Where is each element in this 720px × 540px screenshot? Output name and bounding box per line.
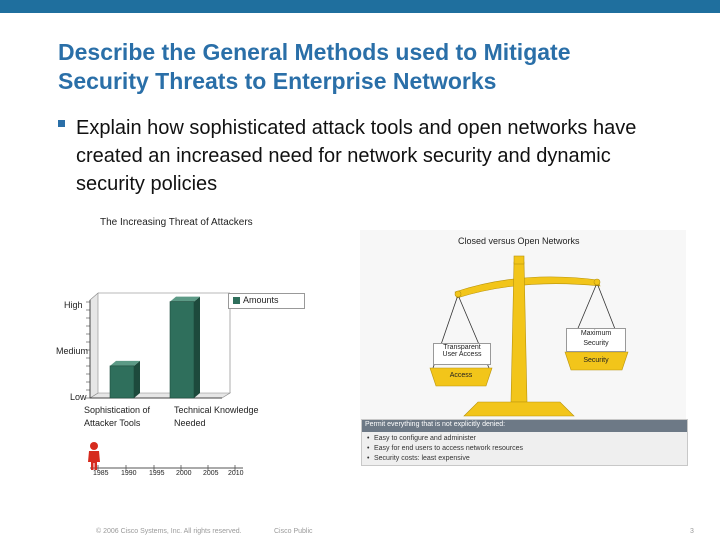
security-pan-label: Security <box>583 357 609 364</box>
policy-list-item: • Easy for end users to access network resources <box>374 445 523 452</box>
balance-scale-illustration <box>360 230 686 420</box>
year-label: 2000 <box>176 470 192 477</box>
xcat-attacker-tools: Sophistication of Attacker Tools <box>84 405 151 428</box>
bar-side <box>194 297 200 398</box>
policy-list-item: • Security costs: least expensive <box>374 455 470 462</box>
year-label: 1985 <box>93 470 109 477</box>
ytick-medium: Medium <box>56 346 89 356</box>
title-line-2: Security Threats to Enterprise Networks <box>58 68 497 94</box>
bar-attacker-tools <box>110 366 134 398</box>
access-pan-label: Access <box>449 372 473 379</box>
footer-page-number: 3 <box>690 528 694 535</box>
ytick-high: High <box>64 300 83 310</box>
legend-label: Amounts <box>243 295 279 305</box>
policy-list-heading: Permit everything that is not explicitly denied: <box>362 420 687 432</box>
timeline <box>88 442 243 471</box>
footer-classification: Cisco Public <box>274 528 313 535</box>
maximum-security-box: Maximum Security <box>566 328 626 352</box>
y-axis-ticks <box>86 302 90 398</box>
year-label: 1990 <box>121 470 137 477</box>
policy-list-panel <box>361 419 688 466</box>
bars-group <box>110 297 200 398</box>
scale-figure-title: Closed versus Open Networks <box>458 236 580 246</box>
chart-legend <box>228 293 305 309</box>
bar-side <box>134 361 140 398</box>
title-line-1: Describe the General Methods used to Mitigate <box>58 39 571 65</box>
footer-copyright: © 2006 Cisco Systems, Inc. All rights reserved. <box>96 528 242 535</box>
year-label: 2005 <box>203 470 219 477</box>
xcat-technical-knowledge: Technical Knowledge Needed <box>174 405 259 428</box>
bar-technical-knowledge <box>170 302 194 398</box>
chart-title: The Increasing Threat of Attackers <box>100 217 253 228</box>
year-label: 1995 <box>149 470 165 477</box>
bullet-text: Explain how sophisticated attack tools and open networks have created an increased need for network security and dynamic security policies <box>76 117 637 195</box>
ytick-low: Low <box>70 392 87 402</box>
legend-swatch <box>233 297 240 304</box>
year-label: 2010 <box>228 470 244 477</box>
policy-list-item: • Easy to configure and administer <box>374 435 476 442</box>
transparent-access-box: Transparent User Access <box>433 343 491 365</box>
